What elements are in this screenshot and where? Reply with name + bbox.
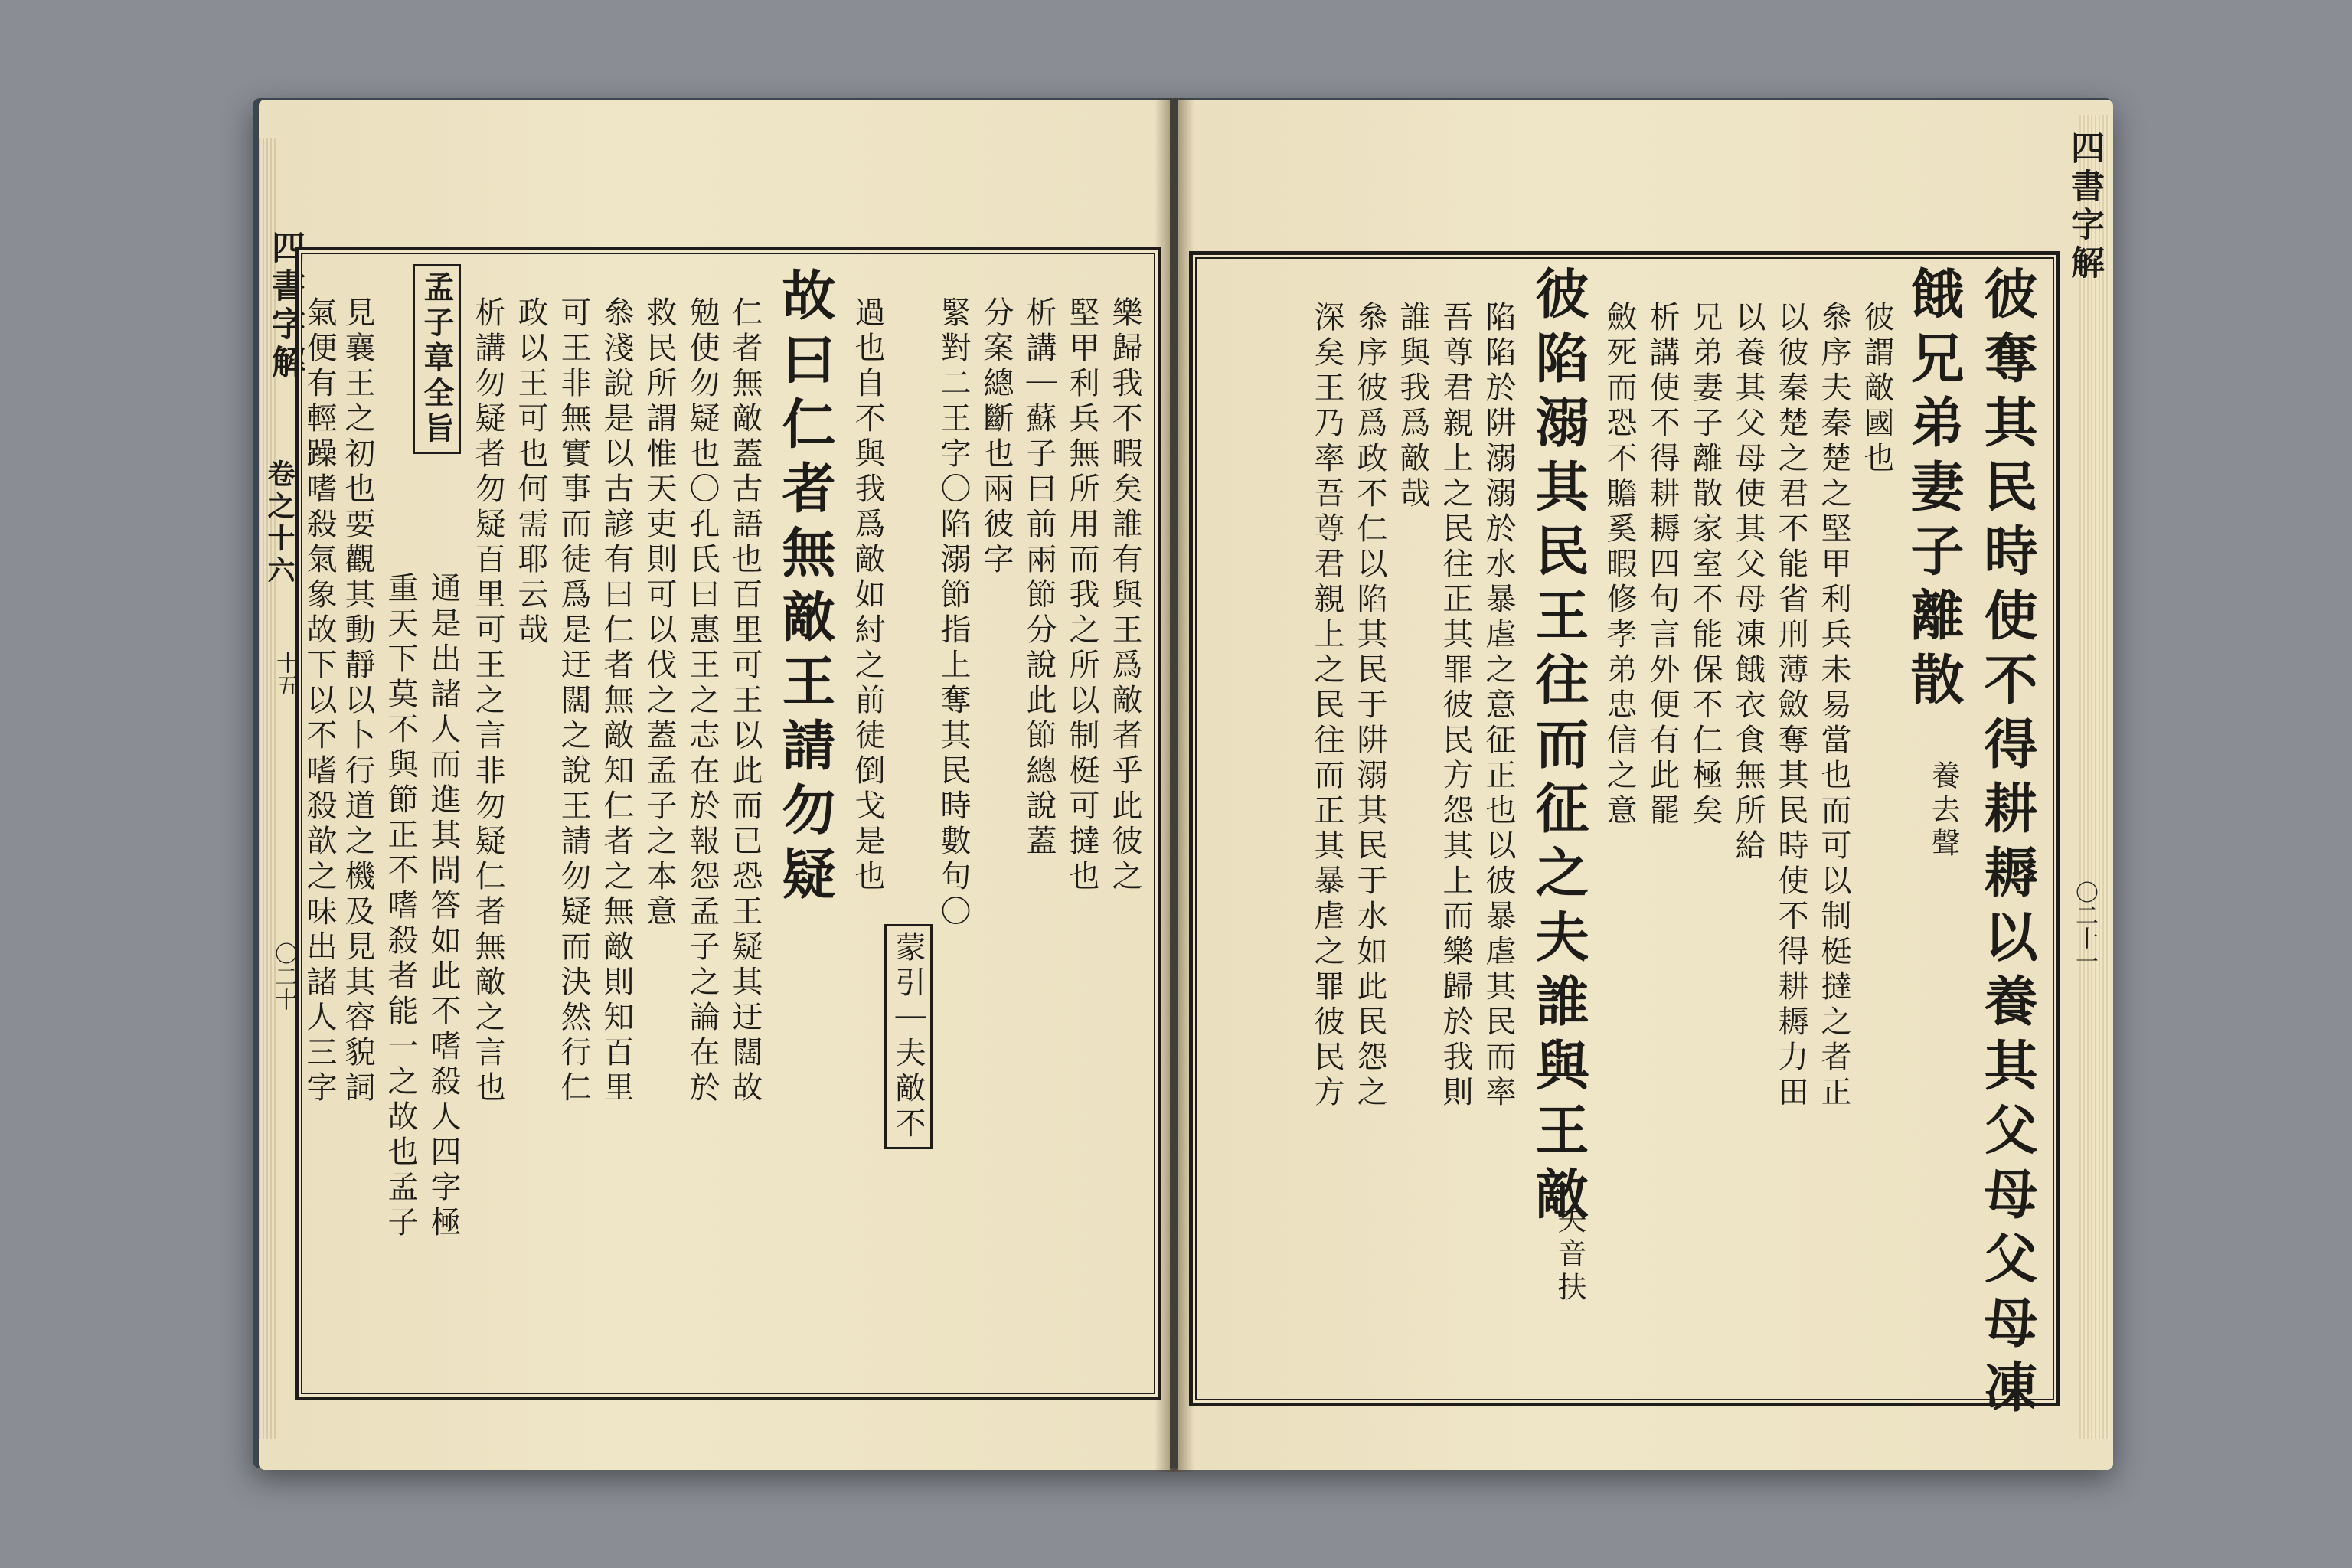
left-text-frame	[295, 247, 1161, 1400]
pronunciation-note: 夫音扶	[1553, 1204, 1586, 1305]
text-column: 斂死而恐不贍奚暇修孝弟忠信之意	[1602, 301, 1637, 829]
text-column: 可王非無實事而徒爲是迂闊之說王請勿疑而決然行仁	[556, 296, 591, 1106]
text-column: 吾尊君親上之民往正其罪彼民方怨其上而樂歸於我則	[1438, 301, 1473, 1111]
right-margin-number: 〇二十一	[2071, 880, 2098, 972]
text-column: 仁者無敵蓋古語也百里可王以此而已恐王疑其迂闊故	[727, 296, 763, 1106]
text-column: 以養其父母使其父母凍餓衣食無所給	[1730, 301, 1766, 864]
text-column: 叅淺說是以古諺有曰仁者無敵知仁者之無敵則知百里	[599, 296, 634, 1106]
text-column: 氣便有輕躁嗜殺氣象故下以不嗜殺歆之味出諸人三字	[302, 296, 337, 1106]
pronunciation-note: 養去聲	[1926, 760, 1960, 861]
left-margin-number: 十五	[272, 651, 299, 697]
left-margin-volume: 卷之十六	[263, 459, 296, 588]
text-column: 誰與我爲敵哉	[1395, 301, 1430, 512]
text-column: 政以王可也何需耶云哉	[513, 296, 548, 648]
text-column: 析講勿疑者勿疑百里可王之言非勿疑仁者無敵之言也	[470, 296, 505, 1106]
text-column: 兄弟妻子離散家室不能保不仁極矣	[1687, 301, 1723, 829]
text-column: 重天下莫不與節正不嗜殺者能一之故也孟子	[383, 572, 418, 1241]
text-column: 勉使勿疑也〇孔氏曰惠王之志在於報怨孟子之論在於	[684, 296, 720, 1106]
left-margin-folio: 〇二十	[270, 942, 297, 1011]
text-column: 彼謂敵國也	[1859, 301, 1894, 477]
text-column: 析講｜蘇子曰前兩節分說此節總說蓋	[1021, 296, 1057, 860]
text-column: 救民所謂惟天吏則可以伐之蓋孟子之本意	[642, 296, 677, 930]
right-page-edges	[2079, 115, 2110, 1439]
text-column: 通是出諸人而進其問答如此不嗜殺人四字極	[426, 572, 461, 1241]
text-column: 分案總斷也兩彼字	[978, 296, 1014, 578]
text-column: 以彼秦楚之君不能省刑薄斂奪其民時使不得耕耨力田	[1773, 301, 1808, 1111]
text-column: 堅甲利兵無所用而我之所以制梃可撻也	[1064, 296, 1099, 895]
text-column: 見襄王之初也要觀其動靜以卜行道之機及見其容貌詞	[340, 296, 375, 1106]
chapter-heading-box: 孟子章全旨	[413, 264, 461, 454]
text-column: 深矣王乃率吾尊君親上之民往而正其暴虐之罪彼民方	[1309, 301, 1344, 1111]
text-column: 緊對二王字〇陷溺節指上奪其民時數句〇	[936, 296, 971, 930]
text-column: 叅序彼爲政不仁以陷其民于阱溺其民于水如此民怨之	[1352, 301, 1387, 1111]
left-margin-title: 四書字解	[266, 230, 305, 383]
main-text-column: 故曰仁者無敵王請勿疑	[773, 267, 837, 910]
text-column: 叅序夫秦楚之堅甲利兵未易當也而可以制梃撻之者正	[1816, 301, 1851, 1111]
right-text-frame	[1189, 251, 2060, 1423]
main-text-column: 彼陷溺其民王往而征之夫誰與王敵	[1527, 266, 1590, 1230]
commentary-label-box: 蒙引｜夫敵不	[884, 924, 933, 1149]
main-text-column: 餓兄弟妻子離散	[1902, 266, 1965, 716]
text-column: 樂歸我不暇矣誰有與王爲敵者乎此彼之	[1107, 296, 1142, 895]
right-margin-title: 四書字解	[2065, 130, 2104, 283]
text-column: 析講使不得耕耨四句言外便有此罷	[1645, 301, 1680, 829]
main-text-column: 彼奪其民時使不得耕耨以養其父母父母凍	[1975, 266, 2039, 1423]
text-column: 陷陷於阱溺溺於水暴虐之意征正也以彼暴虐其民而率	[1481, 301, 1516, 1111]
text-column: 過也自不與我爲敵如紂之前徒倒戈是也	[850, 296, 885, 895]
